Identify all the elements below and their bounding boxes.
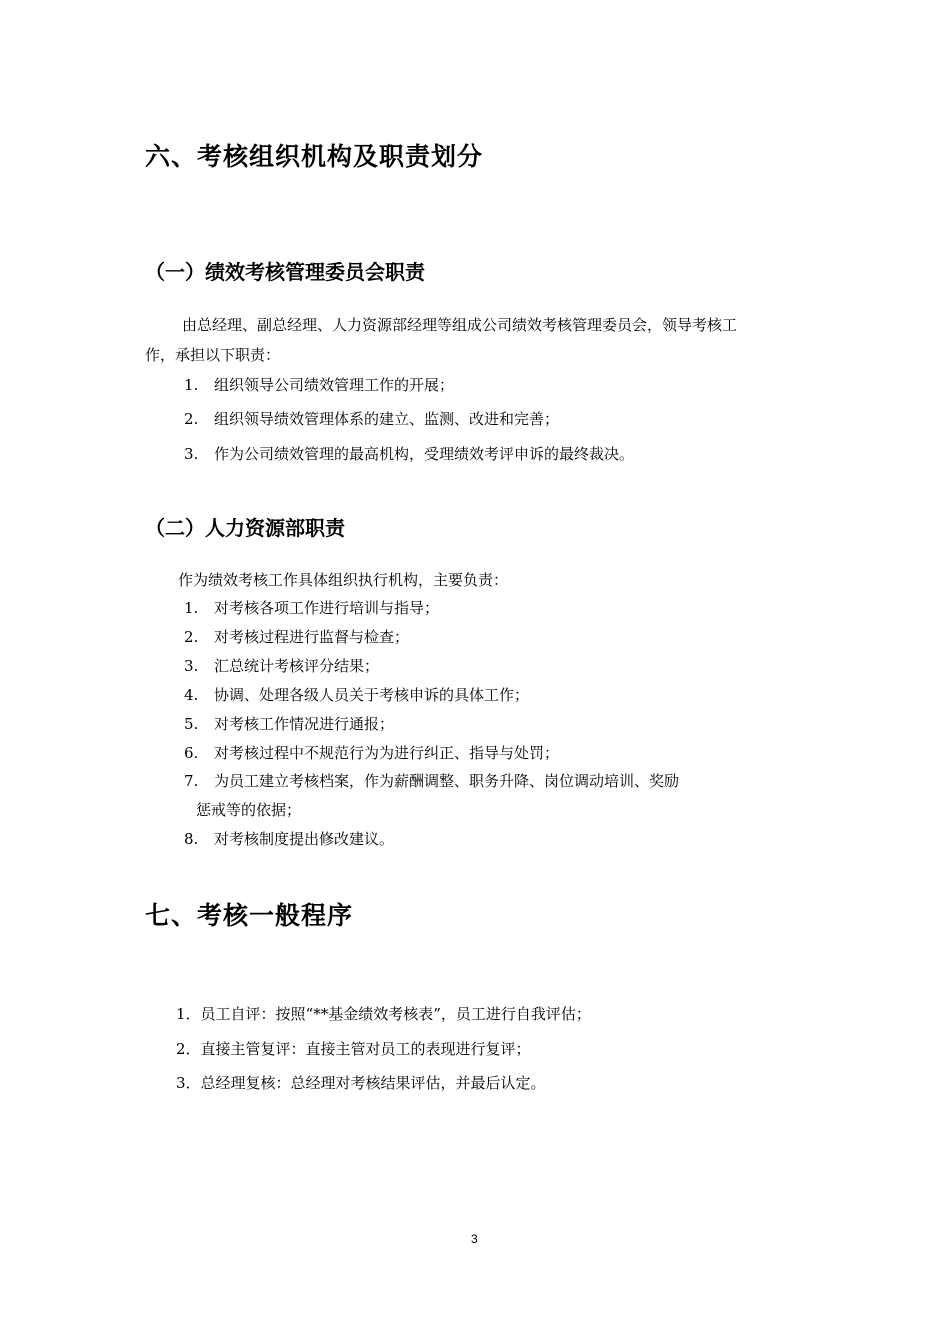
list-item xyxy=(184,627,409,647)
list-item-number: 2. xyxy=(184,410,199,428)
list-item-number: 1. xyxy=(184,376,199,394)
list-item xyxy=(184,829,394,849)
list-item-continuation: 惩戒等的依据； xyxy=(196,801,302,819)
list-item xyxy=(184,444,634,464)
list-item xyxy=(184,743,559,763)
list-item-text: 协调、处理各级人员关于考核申诉的具体工作； xyxy=(214,686,530,704)
list-item-number: 3. xyxy=(184,657,199,675)
subsection-2-heading: （二）人力资源部职责 xyxy=(145,516,345,540)
section-7-heading: 七、考核一般程序 xyxy=(145,901,354,930)
list-item-number: 8. xyxy=(184,830,199,848)
list-item xyxy=(184,409,559,429)
procedure-step-2: 2．直接主管复评：直接主管对员工的表现进行复评； xyxy=(176,1040,531,1058)
list-item-text: 为员工建立考核档案，作为薪酬调整、职务升降、岗位调动培训、奖励 xyxy=(214,772,680,790)
list-item-number: 7. xyxy=(184,772,199,790)
list-item xyxy=(184,656,379,676)
list-item xyxy=(184,685,529,705)
list-item-number: 4. xyxy=(184,686,199,704)
procedure-step-1: 1．员工自评：按照“**基金绩效考核表”，员工进行自我评估； xyxy=(176,1005,591,1023)
list-item-text: 对考核各项工作进行培训与指导； xyxy=(214,599,440,617)
page-number: 3 xyxy=(471,1232,478,1246)
procedure-step-3: 3．总经理复核：总经理对考核结果评估，并最后认定。 xyxy=(176,1074,546,1092)
list-item xyxy=(184,598,439,618)
list-item-text: 组织领导公司绩效管理工作的开展； xyxy=(214,376,455,394)
list-item xyxy=(184,771,679,791)
list-item-text: 组织领导绩效管理体系的建立、监测、改进和完善； xyxy=(214,410,560,428)
list-item-text: 对考核制度提出修改建议。 xyxy=(214,830,395,848)
list-item-number: 1. xyxy=(184,599,199,617)
list-item-number: 3. xyxy=(184,445,199,463)
list-item-text: 作为公司绩效管理的最高机构，受理绩效考评申诉的最终裁决。 xyxy=(214,445,635,463)
subsection-1-intro-line2: 作，承担以下职责： xyxy=(145,346,281,364)
list-item xyxy=(184,375,454,395)
subsection-1-heading: （一）绩效考核管理委员会职责 xyxy=(145,260,425,284)
list-item-text: 对考核过程中不规范行为为进行纠正、指导与处罚； xyxy=(214,744,560,762)
section-6-heading: 六、考核组织机构及职责划分 xyxy=(145,142,484,171)
list-item-text: 对考核工作情况进行通报； xyxy=(214,715,395,733)
subsection-1-intro-line1: 由总经理、副总经理、人力资源部经理等组成公司绩效考核管理委员会，领导考核工 xyxy=(182,316,738,334)
list-item xyxy=(184,714,394,734)
list-item-number: 5. xyxy=(184,715,199,733)
list-item-number: 2. xyxy=(184,628,199,646)
list-item-text: 对考核过程进行监督与检查； xyxy=(214,628,410,646)
list-item-text: 汇总统计考核评分结果； xyxy=(214,657,380,675)
subsection-2-intro: 作为绩效考核工作具体组织执行机构，主要负责： xyxy=(178,571,509,589)
list-item-number: 6. xyxy=(184,744,199,762)
